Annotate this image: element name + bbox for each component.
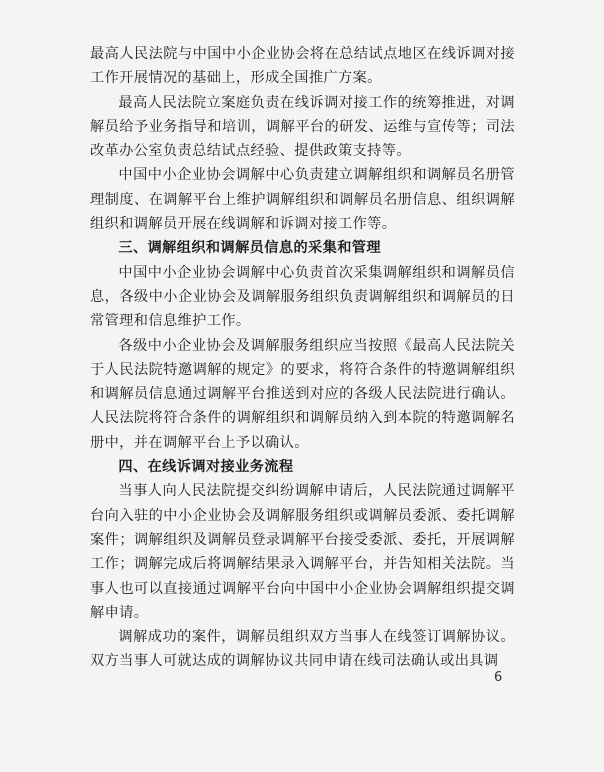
paragraph-1: 最高人民法院与中国中小企业协会将在总结试点地区在线诉调对接工作开展情况的基础上，形成全国推广方案。 bbox=[90, 46, 515, 87]
section-heading-3: 三、调解组织和调解员信息的采集和管理 bbox=[118, 240, 381, 257]
page-number: 6 bbox=[494, 670, 503, 685]
paragraph-3: 中国中小企业协会调解中心负责建立调解组织和调解员名册管理制度、在调解平台上维护调解组织和调解员名册信息、组织调解组织和调解员开展在线调解和诉调对接工作等。 bbox=[90, 167, 515, 233]
section-heading-4: 四、在线诉调对接业务流程 bbox=[118, 459, 294, 476]
paragraph-6: 当事人向人民法院提交纠纷调解申请后，人民法院通过调解平台向入驻的中小企业协会及调解服务组织或调解员委派、委托调解案件；调解组织及调解员登录调解平台接受委派、委托，开展调解工作；调解完成后将调解结果录入调解平台，并告知相关法院。当事人也可以直接通过调解平台向中国中小企业协会调解组织提交调解申请。 bbox=[90, 483, 515, 621]
document-body bbox=[90, 42, 515, 674]
paragraph-4: 中国中小企业协会调解中心负责首次采集调解组织和调解员信息，各级中小企业协会及调解服务组织负责调解组织和调解员的日常管理和信息维护工作。 bbox=[90, 264, 515, 330]
paragraph-7: 调解成功的案件，调解员组织双方当事人在线签订调解协议。双方当事人可就达成的调解协议共同申请在线司法确认或出具调 bbox=[90, 629, 515, 670]
paragraph-2: 最高人民法院立案庭负责在线诉调对接工作的统筹推进，对调解员给予业务指导和培训，调解平台的研发、运维与宣传等；司法改革办公室负责总结试点经验、提供政策支持等。 bbox=[90, 94, 515, 160]
paragraph-5: 各级中小企业协会及调解服务组织应当按照《最高人民法院关于人民法院特邀调解的规定》的要求，将符合条件的特邀调解组织和调解员信息通过调解平台推送到对应的各级人民法院进行确认。人民法院将符合条件的调解组织和调解员纳入到本院的特邀调解名册中，并在调解平台上予以确认。 bbox=[90, 337, 515, 451]
